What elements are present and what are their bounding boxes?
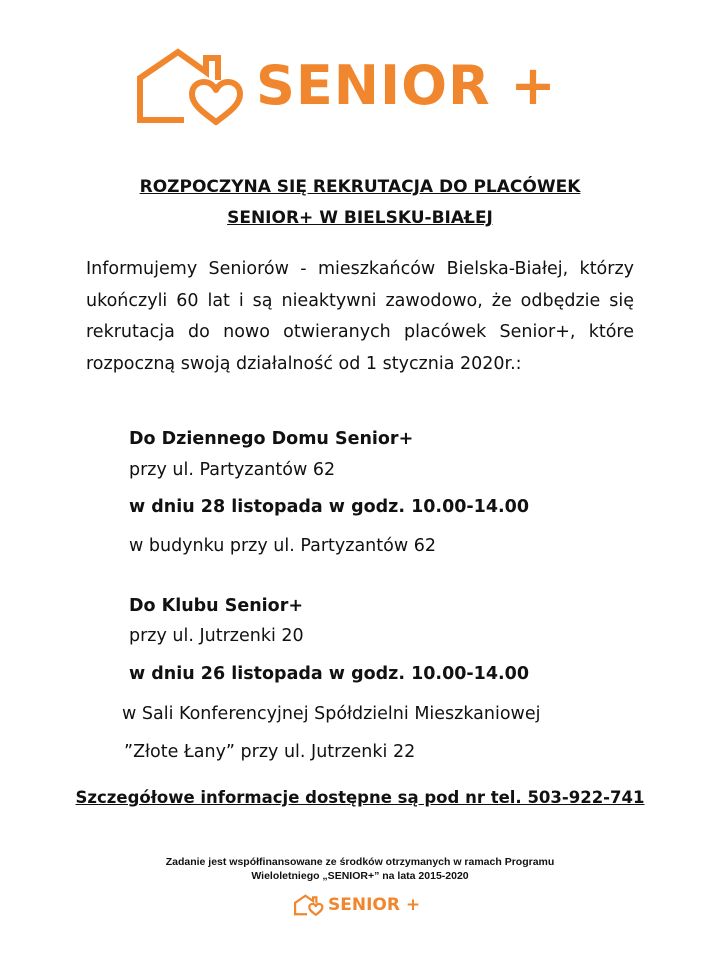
section-1-date: w dniu 28 listopada w godz. 10.00-14.00: [129, 497, 530, 517]
section-1-location: w budynku przy ul. Partyzantów 62: [129, 536, 436, 556]
section-2-address: przy ul. Jutrzenki 20: [129, 626, 304, 646]
logo-text-small: SENIOR +: [328, 894, 421, 915]
section-1-address: przy ul. Partyzantów 62: [129, 460, 336, 480]
section-2-location-line-1: w Sali Konferencyjnej Spółdzielni Mieszkaniowej: [122, 704, 541, 724]
funding-note-line-1: Zadanie jest współfinansowane ze środków otrzymanych w ramach Programu: [165, 856, 555, 868]
logo-text: SENIOR +: [256, 54, 557, 117]
section-2-location-line-2: ”Złote Łany” przy ul. Jutrzenki 22: [124, 742, 416, 762]
intro-paragraph: Informujemy Seniorów - mieszkańców Bielska-Białej, którzy ukończyli 60 lat i są nieaktywni zawodowo, że odbędzie się rekrutacja do nowo otwieranych placówek Senior+, które rozpoczną swoją działalność od 1 stycznia 2020r.:: [86, 259, 634, 374]
house-heart-icon: [294, 893, 324, 917]
section-2-name: Do Klubu Senior+: [129, 596, 303, 616]
section-1-name: Do Dziennego Domu Senior+: [129, 429, 414, 449]
contact-info: Szczegółowe informacje dostępne są pod nr tel. 503-922-741: [75, 788, 645, 807]
page-title: [0, 172, 720, 234]
section-2-date: w dniu 26 listopada w godz. 10.00-14.00: [129, 664, 530, 684]
title-line-2: SENIOR+ W BIELSKU-BIAŁEJ: [227, 208, 493, 228]
house-heart-icon: [136, 46, 246, 126]
senior-plus-logo-small: [294, 893, 420, 917]
funding-note: [0, 855, 720, 883]
funding-note-line-2: Wieloletniego „SENIOR+” na lata 2015-2020: [251, 870, 469, 882]
senior-plus-logo: [136, 46, 557, 126]
title-line-1: ROZPOCZYNA SIĘ REKRUTACJA DO PLACÓWEK: [139, 177, 581, 197]
